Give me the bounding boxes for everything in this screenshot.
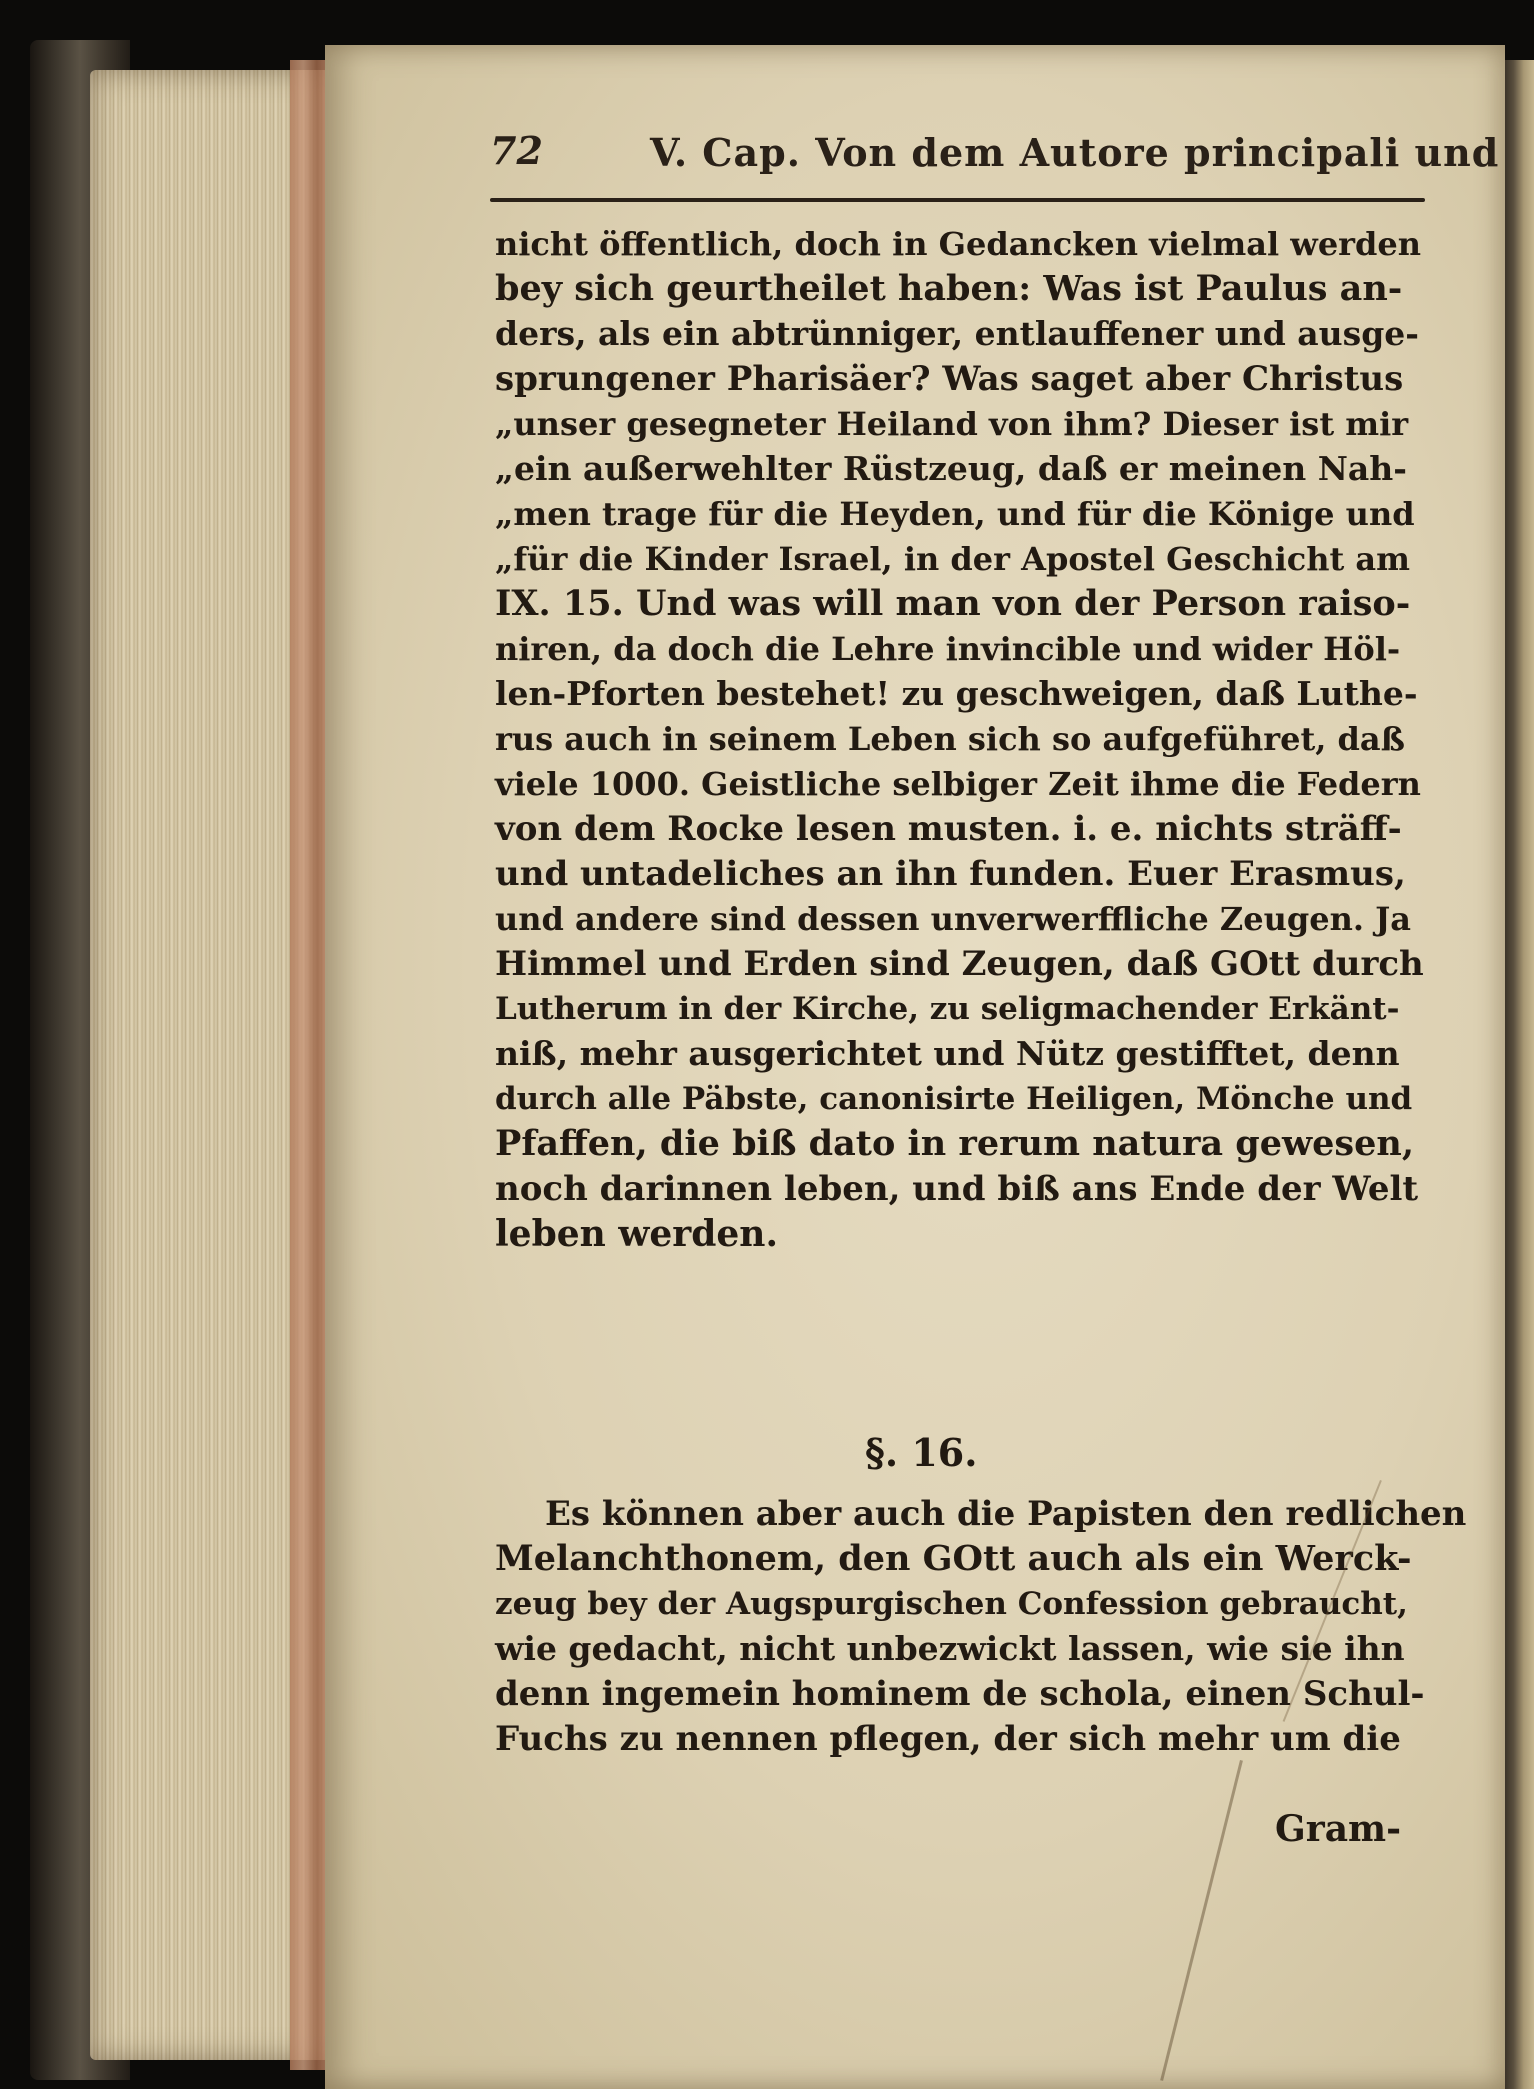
text-line: und untadeliches an ihn funden. Euer Erasmus,	[495, 854, 1406, 894]
text-line: „für die Kinder Israel, in der Apostel Geschicht am	[495, 540, 1410, 578]
header-rule	[490, 198, 1425, 202]
text-line: Es können aber auch die Papisten den redlichen	[545, 1494, 1467, 1534]
text-line: viele 1000. Geistliche selbiger Zeit ihme die Federn	[495, 765, 1421, 803]
text-line: Lutherum in der Kirche, zu seligmachender Erkänt-	[495, 991, 1400, 1027]
text-line: denn ingemein hominem de schola, einen Schul-	[495, 1674, 1425, 1714]
text-line: niß, mehr ausgerichtet und Nütz gestifftet, denn	[495, 1034, 1400, 1073]
text-line: wie gedacht, nicht unbezwickt lassen, wie sie ihn	[495, 1629, 1405, 1668]
text-line: IX. 15. Und was will man von der Person raiso-	[495, 583, 1411, 624]
text-line: Pfaffen, die biß dato in rerum natura gewesen,	[495, 1123, 1415, 1164]
text-line: Fuchs zu nennen pflegen, der sich mehr um die	[495, 1719, 1401, 1759]
text-line: zeug bey der Augspurgischen Confession gebraucht,	[495, 1586, 1408, 1622]
running-head	[490, 128, 1500, 188]
text-line: len-Pforten bestehet! zu geschweigen, daß Luthe-	[495, 674, 1418, 713]
text-line: „unser gesegneter Heiland von ihm? Dieser ist mir	[495, 405, 1409, 443]
text-line: „ein außerwehlter Rüstzeug, daß er meinen Nah-	[495, 449, 1407, 488]
text-line: noch darinnen leben, und biß ans Ende der Welt	[495, 1169, 1419, 1209]
red-page-edge	[290, 60, 330, 2070]
text-line: rus auch in seinem Leben sich so aufgeführet, daß	[495, 720, 1405, 758]
text-line: niren, da doch die Lehre invincible und wider Höl-	[495, 630, 1401, 668]
text-line: „men trage für die Heyden, und für die Könige und	[495, 495, 1415, 533]
text-line: leben werden.	[495, 1213, 779, 1255]
text-line: und andere sind dessen unverwerffliche Zeugen. Ja	[495, 900, 1412, 938]
text-line: nicht öffentlich, doch in Gedancken vielmal werden	[495, 225, 1422, 263]
facing-page-edge	[1500, 60, 1534, 2089]
catchword: Gram-	[1275, 1808, 1402, 1850]
text-line: Melanchthonem, den GOtt auch als ein Werck-	[495, 1538, 1412, 1579]
text-line: durch alle Päbste, canonisirte Heiligen, Mönche und	[495, 1081, 1413, 1117]
section-number: §. 16.	[865, 1430, 978, 1475]
text-line: sprungener Pharisäer? Was saget aber Christus	[495, 359, 1404, 399]
text-line: Himmel und Erden sind Zeugen, daß GOtt durch	[495, 944, 1424, 984]
text-line: bey sich geurtheilet haben: Was ist Paulus an-	[495, 268, 1403, 309]
page-number: 72	[490, 128, 543, 173]
text-line: von dem Rocke lesen musten. i. e. nichts sträff-	[495, 809, 1402, 849]
text-line: ders, als ein abtrünniger, entlauffener und ausge-	[495, 314, 1419, 353]
running-title: V. Cap. Von dem Autore principali und	[650, 130, 1500, 175]
